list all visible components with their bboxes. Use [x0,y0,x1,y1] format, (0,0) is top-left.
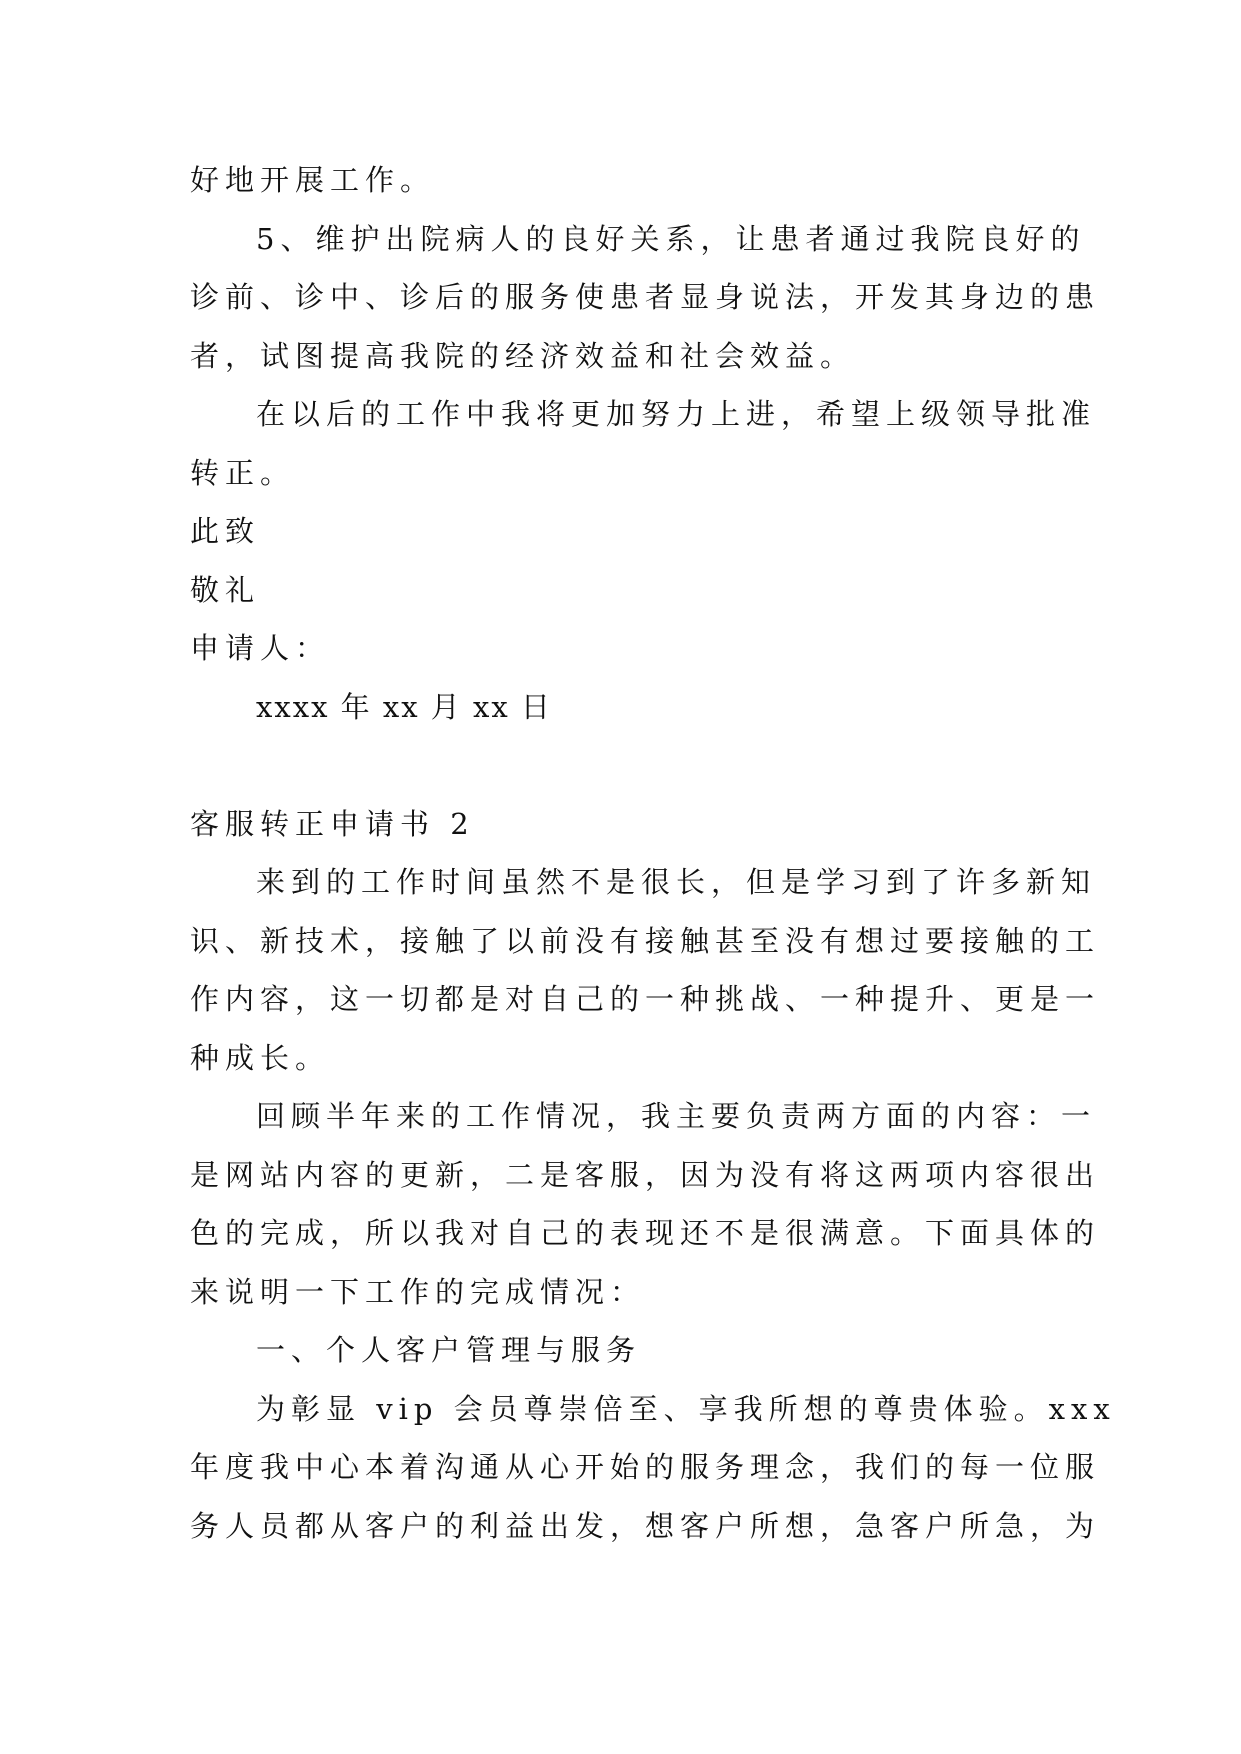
paragraph-line: 种成长。 [190,1040,331,1075]
paragraph-line: 识、新技术，接触了以前没有接触甚至没有想过要接触的工 [190,923,1101,958]
subheading: 一、个人客户管理与服务 [256,1333,642,1367]
paragraph-line: 是网站内容的更新，二是客服，因为没有将这两项内容很出 [190,1157,1101,1192]
paragraph-line: 来说明一下工作的完成情况： [190,1274,646,1309]
paragraph-line: 回顾半年来的工作情况，我主要负责两方面的内容：一 [256,1099,1097,1133]
closing-salute: 敬礼 [190,572,261,607]
paragraph-line: 色的完成，所以我对自己的表现还不是很满意。下面具体的 [190,1216,1101,1250]
paragraph-line: 在以后的工作中我将更加努力上进，希望上级领导批准 [256,397,1097,431]
applicant-label: 申请人： [190,631,331,665]
paragraph-line: 好地开展工作。 [190,163,436,197]
paragraph-line: 来到的工作时间虽然不是很长，但是学习到了许多新知 [256,865,1097,899]
closing-line: 此致 [190,514,261,548]
paragraph-line: 诊前、诊中、诊后的服务使患者显身说法，开发其身边的患 [190,280,1101,314]
paragraph-line: 年度我中心本着沟通从心开始的服务理念，我们的每一位服 [190,1450,1101,1484]
section-spacer [190,736,1055,795]
paragraph-line: 者，试图提高我院的经济效益和社会效益。 [190,338,856,373]
paragraph-line: 转正。 [190,455,296,490]
paragraph-line: 作内容，这一切都是对自己的一种挑战、一种提升、更是一 [190,982,1101,1016]
document-body [190,151,1116,1555]
date-line: xxxx 年 xx 月 xx 日 [256,689,552,724]
paragraph-line: 为彰显 vip 会员尊崇倍至、享我所想的尊贵体验。xxx [256,1391,1116,1426]
section-title: 客服转正申请书 2 [190,806,475,841]
paragraph-line: 5、维护出院病人的良好关系，让患者通过我院良好的 [256,221,1086,256]
paragraph-line: 务人员都从客户的利益出发，想客户所想，急客户所急，为 [190,1508,1101,1543]
